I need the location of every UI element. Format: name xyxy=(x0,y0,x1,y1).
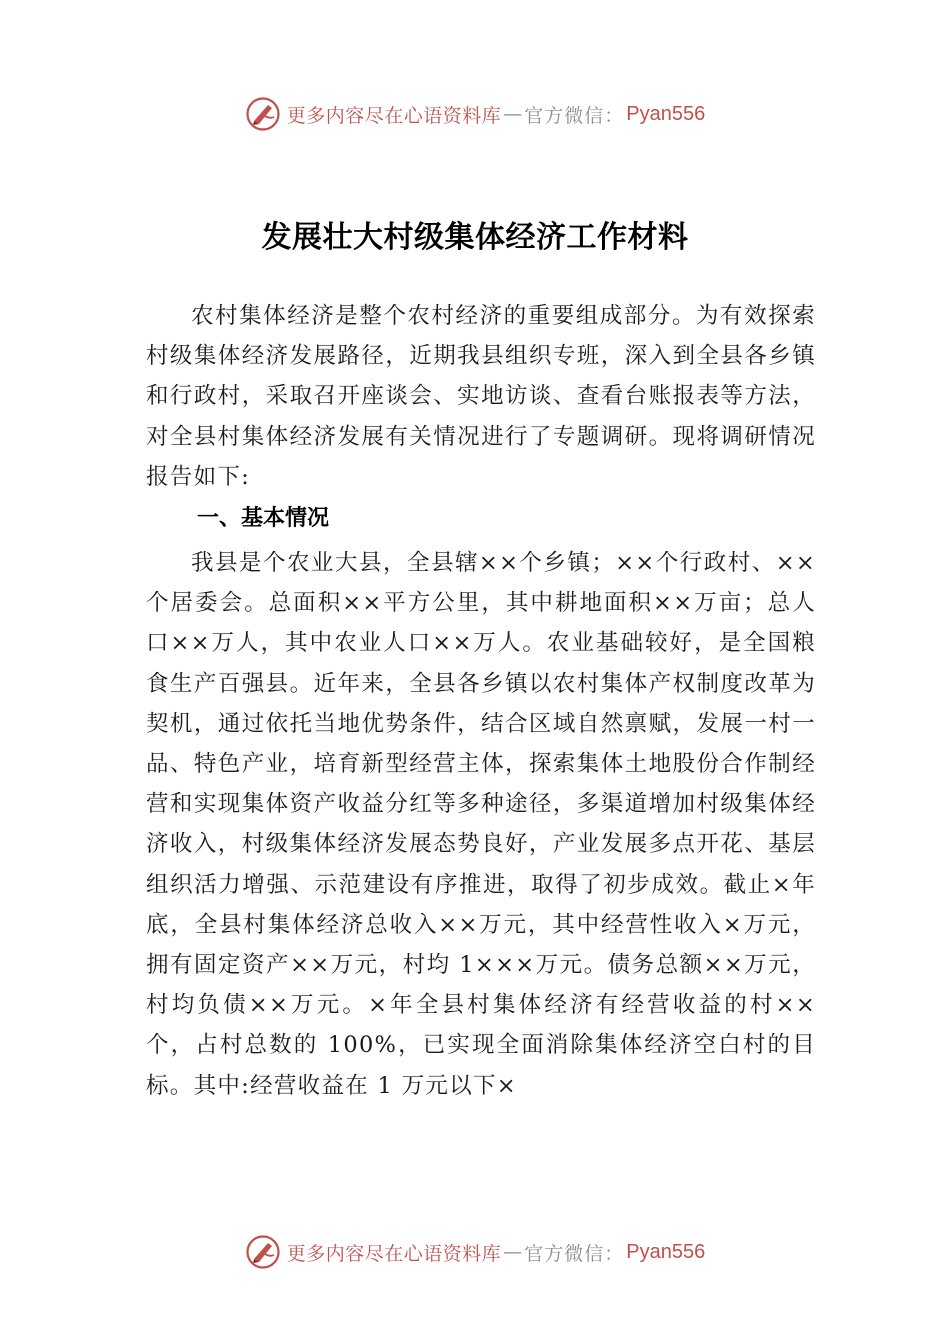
pen-seal-icon xyxy=(245,96,281,132)
header-watermark xyxy=(0,94,950,134)
section-paragraph: 我县是个农业大县，全县辖××个乡镇；××个行政村、××个居委会。总面积××平方公里，其中耕地面积××万亩；总人口××万人，其中农业人口××万人。农业基础较好，是全国粮食生产百强县。近年来，全县各乡镇以农村集体产权制度改革为契机，通过依托当地优势条件，结合区域自然禀赋，发展一村一品、特色产业，培育新型经营主体，探索集体土地股份合作制经营和实现集体资产收益分红等多种途径，多渠道增加村级集体经济收入，村级集体经济发展态势良好，产业发展多点开花、基层组织活力增强、示范建设有序推进，取得了初步成效。截止×年底，全县村集体经济总收入××万元，其中经营性收入×万元，拥有固定资产××万元，村均 1×××万元。债务总额××万元，村均负债××万元。×年全县村集体经济有经营收益的村××个，占村总数的 100%，已实现全面消除集体经济空白村的目标。其中:经营收益在 1 万元以下× xyxy=(146,550,816,1099)
watermark-wechat-label: 官方微信： xyxy=(524,104,625,127)
intro-paragraph: 农村集体经济是整个农村经济的重要组成部分。为有效探索村级集体经济发展路径，近期我县组织专班，深入到全县各乡镇和行政村，采取召开座谈会、实地访谈、查看台账报表等方法，对全县村集体经济发展有关情况进行了专题调研。现将调研情况报告如下: xyxy=(146,303,816,490)
watermark-wechat-label: 官方微信： xyxy=(524,1242,625,1265)
watermark-title: 更多内容尽在心语资料库 xyxy=(286,1242,502,1265)
document-body xyxy=(146,296,816,1106)
watermark-wechat-id: Pyan556 xyxy=(626,1240,706,1263)
watermark-title: 更多内容尽在心语资料库 xyxy=(286,104,502,127)
watermark-separator: — xyxy=(503,103,523,125)
section-heading: 一、基本情况 xyxy=(197,506,330,532)
footer-watermark xyxy=(0,1232,950,1272)
pen-seal-icon xyxy=(245,1234,281,1270)
watermark-separator: — xyxy=(503,1241,523,1263)
watermark-wechat-id: Pyan556 xyxy=(626,102,706,125)
document-title: 发展壮大村级集体经济工作材料 xyxy=(261,220,689,255)
